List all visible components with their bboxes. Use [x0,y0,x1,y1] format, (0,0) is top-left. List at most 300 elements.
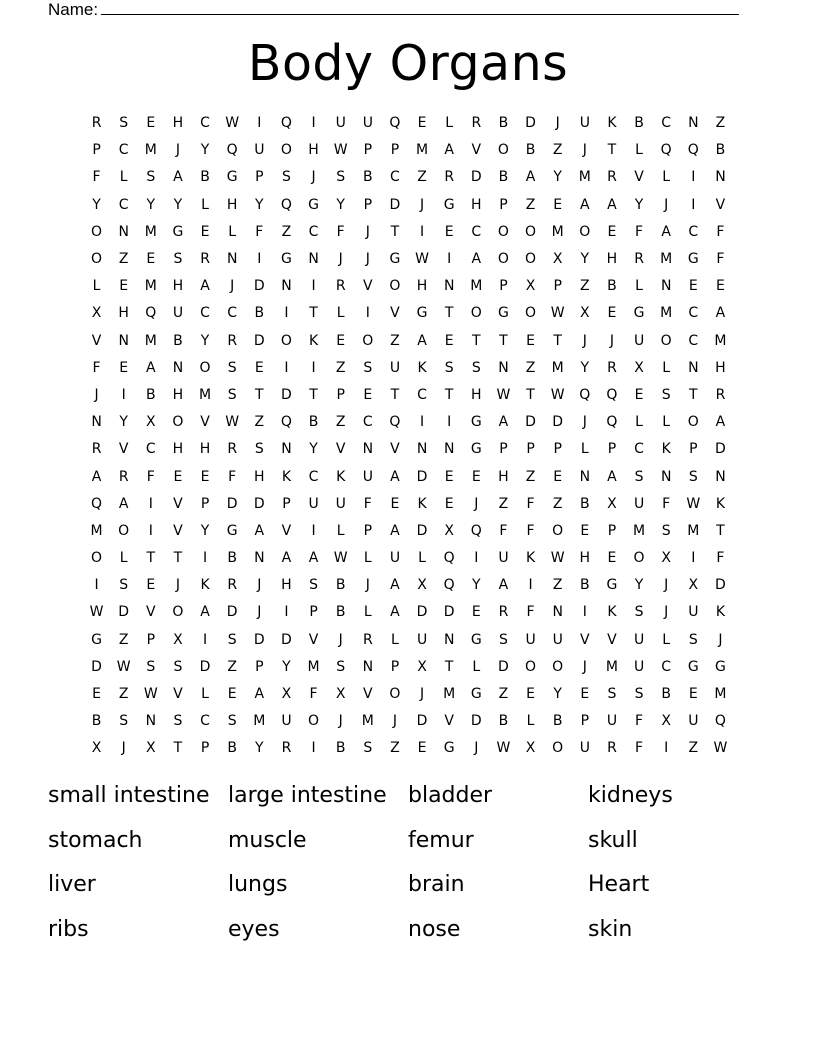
grid-letter: Q [579,386,591,403]
grid-letter: L [580,441,589,458]
grid-letter: I [474,550,479,567]
grid-letter: O [389,686,401,703]
grid-letter: I [691,169,696,186]
word-bank-item: muscle [228,827,307,853]
grid-letter: L [228,223,237,240]
grid-letter: Q [280,196,292,213]
grid-letter: W [550,550,565,567]
grid-letter: D [389,196,401,213]
grid-letter: I [311,278,316,295]
grid-letter: N [660,278,672,295]
grid-letter: Z [390,740,400,757]
grid-letter: V [471,142,482,159]
grid-row [83,545,735,572]
grid-letter: N [715,468,726,485]
grid-letter: X [91,305,102,322]
grid-letter: J [175,142,180,159]
grid-letter: M [443,686,456,703]
grid-letter: H [172,441,184,458]
grid-letter: C [308,223,319,240]
grid-letter: D [253,278,265,295]
grid-letter: U [362,468,373,485]
grid-letter: E [173,468,183,485]
grid-letter: Z [227,658,237,675]
grid-letter: D [498,658,509,675]
grid-letter: C [118,142,129,159]
grid-letter: G [226,169,238,186]
grid-row [83,491,735,518]
grid-letter: X [173,631,183,648]
grid-letter: M [714,332,727,349]
grid-letter: V [173,495,183,512]
grid-letter: Y [200,142,210,159]
grid-letter: I [257,115,262,132]
grid-letter: Z [525,196,536,213]
grid-letter: D [253,332,265,349]
grid-letter: K [281,468,292,485]
grid-letter: S [119,577,129,594]
grid-letter: J [555,115,560,132]
grid-letter: X [688,577,699,594]
grid-letter: F [499,522,508,539]
grid-letter: D [443,604,455,621]
grid-letter: B [552,713,563,730]
grid-letter: R [607,740,617,757]
grid-letter: O [525,223,537,240]
grid-letter: T [309,305,318,322]
grid-letter: Q [660,142,672,159]
grid-letter: K [200,577,210,594]
grid-letter: M [307,658,320,675]
grid-letter: Q [606,414,618,431]
grid-letter: D [199,658,211,675]
grid-letter: A [308,550,319,567]
grid-letter: K [525,550,536,567]
grid-letter: E [553,196,563,213]
grid-letter: G [470,441,482,458]
grid-letter: V [363,686,373,703]
grid-letter: L [336,522,345,539]
grid-letter: J [392,713,397,730]
grid-letter: H [118,305,129,322]
grid-letter: A [498,577,509,594]
grid-letter: U [389,550,401,567]
grid-letter: S [634,686,644,703]
grid-letter: L [201,686,209,703]
grid-letter: W [333,550,348,567]
grid-letter: L [526,713,535,730]
grid-letter: A [715,414,726,431]
grid-letter: Z [688,740,699,757]
grid-letter: J [582,414,587,431]
grid-letter: O [525,251,537,268]
grid-letter: J [338,631,343,648]
grid-letter: P [336,386,345,403]
grid-letter: E [471,468,481,485]
grid-letter: Y [634,196,644,213]
grid-letter: A [390,468,400,485]
grid-letter: L [391,631,399,648]
grid-letter: O [579,223,591,240]
grid-row [83,735,735,762]
grid-letter: P [499,196,508,213]
grid-letter: P [607,522,617,539]
grid-letter: U [172,305,184,322]
grid-letter: K [607,604,617,621]
grid-letter: X [661,713,671,730]
grid-row [83,382,735,409]
grid-letter: D [525,414,536,431]
grid-letter: B [227,740,237,757]
grid-letter: I [148,495,153,512]
grid-letter: E [444,223,454,240]
grid-letter: D [416,713,428,730]
grid-letter: B [173,332,183,349]
grid-letter: N [145,713,157,730]
grid-letter: B [634,115,644,132]
grid-letter: O [470,305,482,322]
name-underline[interactable] [101,0,739,15]
grid-letter: J [718,631,723,648]
grid-letter: S [363,359,373,376]
grid-letter: U [688,604,699,621]
grid-letter: Z [118,686,129,703]
grid-letter: W [333,142,348,159]
grid-letter: Z [390,332,400,349]
word-bank-item: bladder [408,783,493,808]
grid-letter: E [553,468,563,485]
grid-letter: Q [389,115,401,132]
grid-letter: Z [525,359,536,376]
grid-letter: R [91,441,102,458]
word-bank-item: Heart [588,872,650,897]
grid-letter: Q [280,414,292,431]
grid-letter: I [311,522,316,539]
grid-letter: G [389,251,401,268]
grid-row [83,627,735,654]
grid-letter: T [499,332,508,349]
grid-letter: O [389,278,401,295]
grid-letter: O [525,658,537,675]
grid-letter: M [144,223,157,240]
grid-letter: R [607,169,617,186]
grid-letter: S [173,713,183,730]
grid-letter: K [715,495,726,512]
grid-letter: Q [714,713,726,730]
grid-letter: V [607,631,617,648]
grid-letter: R [118,468,129,485]
grid-letter: E [716,278,725,295]
grid-letter: Y [255,740,264,757]
grid-letter: O [362,332,374,349]
grid-letter: O [308,713,320,730]
grid-letter: I [419,223,425,240]
grid-letter: D [552,414,564,431]
grid-letter: H [254,468,265,485]
grid-letter: R [227,577,238,594]
grid-row [83,300,735,327]
grid-letter: S [146,169,156,186]
grid-letter: X [417,658,427,675]
grid-letter: O [280,142,292,159]
grid-letter: A [146,359,156,376]
grid-letter: A [254,522,265,539]
grid-letter: C [118,196,129,213]
grid-letter: N [308,251,319,268]
grid-letter: K [715,604,726,621]
grid-letter: U [525,631,536,648]
grid-letter: H [281,577,292,594]
grid-letter: S [227,713,237,730]
grid-letter: Z [498,686,509,703]
grid-letter: D [253,495,265,512]
grid-letter: M [687,522,700,539]
grid-letter: W [143,686,158,703]
grid-letter: S [336,169,346,186]
grid-letter: J [664,577,669,594]
grid-letter: H [471,386,482,403]
grid-letter: Z [118,631,129,648]
grid-letter: N [254,550,265,567]
grid-letter: N [579,468,591,485]
grid-letter: W [89,604,104,621]
grid-letter: O [552,658,564,675]
grid-letter: H [471,196,482,213]
grid-letter: O [660,332,672,349]
grid-letter: W [496,386,511,403]
grid-letter: G [470,414,482,431]
grid-letter: O [91,223,103,240]
grid-letter: B [335,740,346,757]
grid-letter: J [338,251,343,268]
grid-letter: J [365,251,370,268]
grid-letter: V [390,441,400,458]
grid-letter: Z [118,251,129,268]
grid-row [83,273,735,300]
grid-letter: P [200,740,210,757]
grid-letter: I [419,414,425,431]
grid-letter: R [471,115,482,132]
grid-letter: V [173,686,183,703]
grid-letter: M [714,686,727,703]
grid-letter: V [146,604,156,621]
grid-letter: C [688,223,699,240]
grid-letter: Q [443,550,455,567]
grid-letter: R [444,169,455,186]
grid-letter: V [308,631,319,648]
grid-letter: D [470,713,482,730]
grid-row [83,518,735,545]
grid-letter: I [284,305,289,322]
grid-letter: C [471,223,482,240]
grid-letter: G [470,686,482,703]
grid-letter: Z [254,414,265,431]
letter-grid [83,110,735,763]
grid-letter: Y [282,658,291,675]
grid-letter: L [119,550,128,567]
grid-letter: H [308,142,319,159]
grid-letter: C [661,115,672,132]
grid-letter: U [552,631,563,648]
grid-letter: N [443,631,455,648]
grid-letter: P [146,631,156,648]
grid-letter: Z [552,142,563,159]
grid-letter: M [633,522,646,539]
grid-letter: Y [553,169,562,186]
grid-letter: Y [336,196,345,213]
grid-letter: E [146,115,156,132]
grid-letter: Z [552,577,563,594]
grid-letter: Y [173,196,183,213]
grid-letter: L [363,550,372,567]
grid-row [83,137,735,164]
grid-letter: A [661,223,671,240]
grid-letter: N [443,441,455,458]
grid-letter: M [605,658,618,675]
grid-letter: X [146,740,156,757]
grid-letter: I [148,522,153,539]
grid-letter: K [607,115,617,132]
grid-letter: U [606,713,618,730]
grid-letter: F [336,223,345,240]
grid-letter: A [471,251,482,268]
grid-letter: Y [580,359,590,376]
grid-letter: L [472,658,481,675]
grid-letter: U [335,115,346,132]
grid-letter: M [253,713,266,730]
grid-letter: T [716,522,725,539]
grid-letter: U [579,115,590,132]
grid-letter: T [553,332,562,349]
grid-letter: F [716,251,725,268]
grid-letter: I [311,359,316,376]
grid-letter: T [309,386,318,403]
grid-letter: K [417,359,427,376]
grid-letter: C [634,441,644,458]
grid-letter: N [688,115,699,132]
grid-letter: J [94,386,99,403]
grid-letter: N [91,414,102,431]
grid-letter: F [255,223,264,240]
grid-letter: A [607,468,617,485]
grid-letter: O [91,251,103,268]
grid-letter: L [662,169,671,186]
grid-letter: R [362,631,373,648]
grid-letter: L [635,278,643,295]
word-bank-item: eyes [228,916,280,942]
grid-letter: J [419,686,425,703]
grid-letter: Y [255,196,264,213]
grid-letter: X [525,740,536,757]
grid-letter: Z [335,359,346,376]
grid-letter: X [417,577,427,594]
grid-letter: P [526,441,535,458]
grid-letter: J [338,713,343,730]
grid-letter: E [119,278,129,295]
grid-letter: E [688,686,698,703]
grid-letter: I [691,196,696,213]
word-bank-item: ribs [48,916,89,942]
grid-letter: R [715,386,726,403]
grid-letter: G [308,196,319,213]
grid-letter: B [580,495,590,512]
grid-letter: T [444,305,454,322]
grid-letter: H [226,196,238,213]
grid-letter: S [227,359,237,376]
grid-letter: O [280,332,292,349]
grid-letter: J [664,604,669,621]
page-title: Body Organs [247,35,569,92]
grid-letter: R [634,251,644,268]
grid-letter: Q [91,495,103,512]
grid-letter: G [606,577,618,594]
grid-letter: Z [498,495,509,512]
grid-letter: O [91,550,103,567]
grid-letter: W [225,414,240,431]
grid-letter: A [281,550,292,567]
name-field[interactable] [48,0,739,19]
grid-letter: H [498,468,509,485]
grid-letter: L [662,414,671,431]
grid-letter: A [498,414,509,431]
grid-letter: D [226,495,238,512]
grid-row [83,219,735,246]
grid-letter: J [419,196,425,213]
grid-letter: R [607,359,617,376]
grid-letter: U [633,631,645,648]
grid-letter: C [200,305,210,322]
grid-letter: N [281,278,292,295]
grid-letter: W [415,251,429,268]
grid-letter: T [390,223,400,240]
grid-letter: G [416,305,428,322]
grid-letter: G [172,223,184,240]
grid-letter: U [579,740,590,757]
grid-letter: M [90,522,103,539]
grid-letter: I [94,577,99,594]
grid-letter: X [552,251,563,268]
grid-letter: S [363,740,373,757]
grid-letter: E [417,740,427,757]
grid-letter: N [416,441,428,458]
grid-letter: S [146,658,156,675]
grid-letter: J [664,196,669,213]
grid-letter: S [227,631,237,648]
grid-letter: D [715,441,726,458]
grid-letter: N [118,332,129,349]
grid-letter: N [226,251,238,268]
grid-letter: A [525,169,536,186]
grid-letter: P [282,495,291,512]
grid-letter: W [225,115,240,132]
grid-letter: U [633,658,645,675]
grid-letter: B [335,604,346,621]
grid-letter: X [444,522,454,539]
grid-letter: S [471,359,481,376]
grid-letter: A [417,332,427,349]
grid-letter: O [497,251,509,268]
grid-letter: P [689,441,698,458]
grid-letter: F [716,223,725,240]
grid-letter: Z [335,414,346,431]
grid-letter: W [713,740,728,757]
grid-letter: Z [580,278,590,295]
word-bank-item: femur [408,827,474,853]
grid-letter: E [607,305,617,322]
grid-letter: J [474,740,479,757]
grid-letter: A [607,196,617,213]
grid-letter: P [607,441,617,458]
